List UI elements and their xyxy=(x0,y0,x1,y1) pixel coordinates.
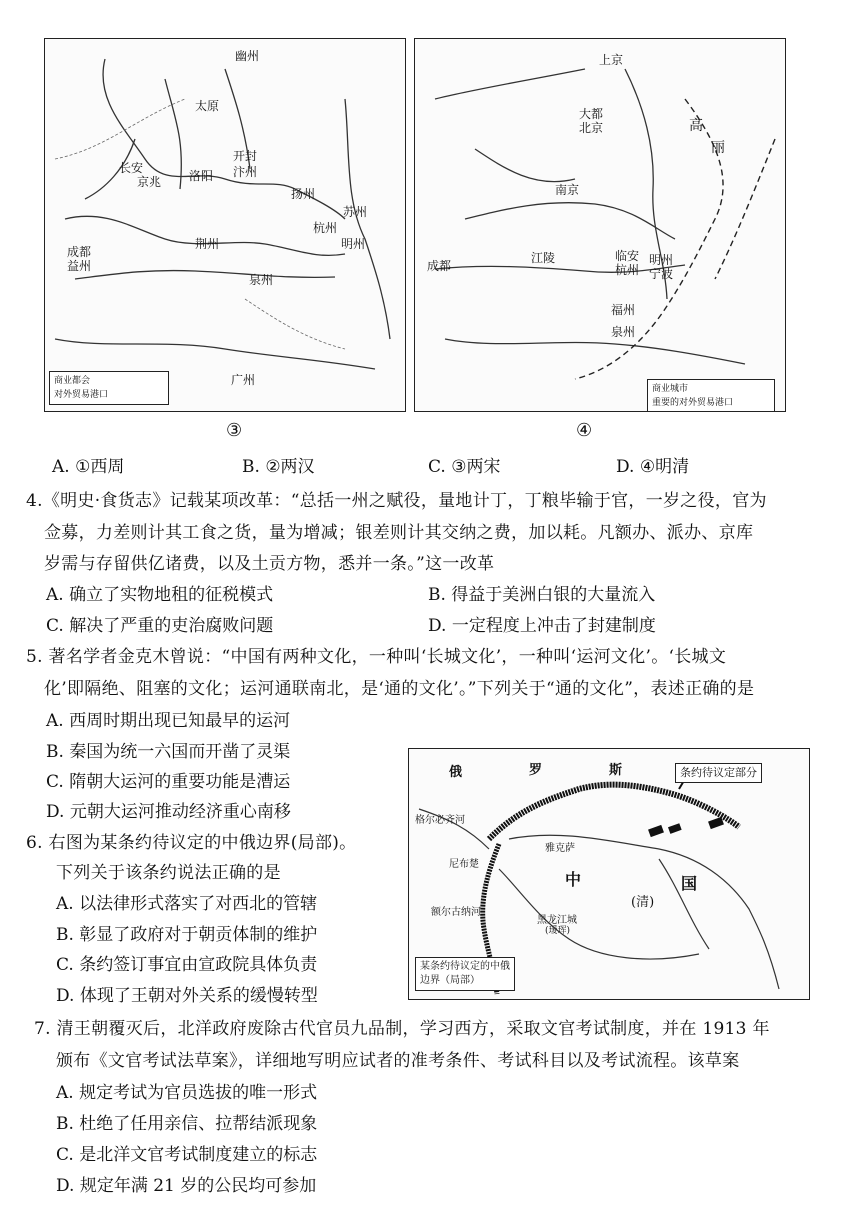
legend-item: 商业城市 xyxy=(652,384,689,394)
legend-line: 边界（局部） xyxy=(420,975,480,986)
option-text: ③两宋 xyxy=(451,457,501,477)
q4-option-d[interactable]: D. 一定程度上冲击了封建制度 xyxy=(428,616,656,636)
map3-place: 京兆 xyxy=(137,175,162,189)
q7-option-c[interactable]: C. 是北洋文官考试制度建立的标志 xyxy=(56,1145,318,1165)
q6-option-c[interactable]: C. 条约签订事宜由宣政院具体负责 xyxy=(56,955,318,975)
map3-place: 明州 xyxy=(341,237,366,251)
treaty-map-place: 雅克萨 xyxy=(545,843,575,854)
map4-place: 丽 xyxy=(711,140,725,156)
q3-option-d[interactable] xyxy=(616,452,689,477)
q7-option-d[interactable]: D. 规定年满 21 岁的公民均可参加 xyxy=(56,1176,317,1196)
q5-option-a[interactable]: A. 西周时期出现已知最早的运河 xyxy=(46,711,291,731)
map3-number: ③ xyxy=(226,420,243,441)
q4-stem-line-3: 岁需与存留供亿诸费，以及土贡方物，悉并一条。”这一改革 xyxy=(44,554,495,574)
map4-place: 临安 xyxy=(615,249,640,263)
map4-place: 江陵 xyxy=(531,251,556,265)
treaty-map-top-label: 斯 xyxy=(609,763,623,778)
q7-stem-line-2: 颁布《文官考试法草案》，详细地写明应试者的准考条件、考试科目以及考试流程。该草案 xyxy=(56,1051,740,1071)
q5-stem-line-1: 5. 著名学者金克木曾说：“中国有两种文化，一种叫‘长城文化’，一种叫‘运河文化’。‘长城文 xyxy=(26,647,727,667)
treaty-map-legend xyxy=(415,957,515,991)
q7-option-a[interactable]: A. 规定考试为官员选拔的唯一形式 xyxy=(56,1083,318,1103)
option-letter: D. xyxy=(616,457,635,477)
map-4-drawing xyxy=(415,39,785,411)
map3-place: 太原 xyxy=(195,99,220,113)
map3-place: 幽州 xyxy=(235,49,260,63)
map4-place: 南京 xyxy=(555,183,580,197)
option-letter: A. xyxy=(52,457,70,477)
map3-place: 汴州 xyxy=(233,165,258,179)
treaty-map-place: 格尔必齐河 xyxy=(415,815,465,826)
treaty-map-top-label: 罗 xyxy=(529,763,543,778)
map4-number: ④ xyxy=(576,420,593,441)
q3-option-a[interactable] xyxy=(52,452,124,477)
map3-place: 广州 xyxy=(231,373,256,387)
q4-option-a[interactable]: A. 确立了实物地租的征税模式 xyxy=(46,585,274,605)
map3-place: 苏州 xyxy=(343,205,368,219)
map4-legend xyxy=(647,379,775,412)
q4-option-c[interactable]: C. 解决了严重的吏治腐败问题 xyxy=(46,616,274,636)
q7-stem-line-1: 7. 清王朝覆灭后，北洋政府废除古代官员九品制，学习西方，采取文官考试制度，并在 1913 年 xyxy=(34,1019,770,1039)
treaty-map-center-label: 中 xyxy=(565,870,582,889)
map3-place: 开封 xyxy=(233,149,258,163)
map3-place: 荆州 xyxy=(195,237,220,251)
option-text: ④明清 xyxy=(639,457,690,477)
q6-option-b[interactable]: B. 彰显了政府对于朝贡体制的维护 xyxy=(56,925,318,945)
option-text: ②两汉 xyxy=(265,457,315,477)
treaty-map-place: 额尔古纳河 xyxy=(431,907,481,918)
map3-place: 成都 xyxy=(67,245,92,259)
map3-legend xyxy=(49,371,169,405)
legend-line: 某条约待议定的中俄 xyxy=(420,961,510,972)
map-3 xyxy=(44,38,406,412)
q6-stem-line-1: 6. 右图为某条约待议定的中俄边界(局部)。 xyxy=(26,833,357,853)
treaty-map-place: 尼布楚 xyxy=(449,859,479,870)
map4-place: 宁波 xyxy=(649,267,674,281)
map4-place: 高 xyxy=(689,118,703,134)
map4-place: 福州 xyxy=(611,303,636,317)
q4-stem-line-2: 佥募，力差则计其工食之货，量为增减；银差则计其交纳之费，加以耗。凡额办、派办、京库 xyxy=(44,523,754,543)
map3-place: 洛阳 xyxy=(189,169,214,183)
option-letter: B. xyxy=(242,457,260,477)
map3-place: 扬州 xyxy=(291,187,316,201)
map4-place: 北京 xyxy=(579,121,604,135)
option-text: ①西周 xyxy=(75,457,125,477)
q7-option-b[interactable]: B. 杜绝了任用亲信、拉帮结派现象 xyxy=(56,1114,318,1134)
option-letter: C. xyxy=(428,457,446,477)
q6-option-d[interactable]: D. 体现了王朝对外关系的缓慢转型 xyxy=(56,986,318,1006)
map4-place: 泉州 xyxy=(611,325,636,339)
treaty-border-map xyxy=(408,748,810,1000)
map4-place: 杭州 xyxy=(615,263,640,277)
q6-stem-line-2: 下列关于该条约说法正确的是 xyxy=(56,863,281,883)
map4-place: 明州 xyxy=(649,253,674,267)
q5-option-b[interactable]: B. 秦国为统一六国而开凿了灵渠 xyxy=(46,742,291,762)
treaty-map-callout: 条约待议定部分 xyxy=(675,763,762,783)
legend-item: 对外贸易港口 xyxy=(54,390,109,400)
treaty-map-center-label: 国 xyxy=(681,874,698,893)
map-3-drawing xyxy=(45,39,405,411)
treaty-map-place: (瑷珲) xyxy=(545,926,571,936)
map4-place: 成都 xyxy=(427,259,452,273)
q5-stem-line-2: 化’即隔绝、阻塞的文化；运河通联南北，是‘通的文化’。”下列关于“通的文化”，表述正确的是 xyxy=(44,679,755,699)
treaty-map-center-label: (清) xyxy=(631,895,655,910)
map-4 xyxy=(414,38,786,412)
q5-option-d[interactable]: D. 元朝大运河推动经济重心南移 xyxy=(46,802,291,822)
legend-item: 商业都会 xyxy=(54,376,91,386)
treaty-map-place: 黑龙江城 xyxy=(537,915,577,926)
map4-place: 大都 xyxy=(579,107,604,121)
map3-place: 益州 xyxy=(67,259,92,273)
map4-place: 上京 xyxy=(599,53,624,67)
q3-option-b[interactable] xyxy=(242,452,315,477)
q3-option-c[interactable] xyxy=(428,452,500,477)
q4-stem-line-1: 4.《明史·食货志》记载某项改革：“总括一州之赋役，量地计丁，丁粮毕输于官，一岁之役，官为 xyxy=(26,491,767,511)
q5-option-c[interactable]: C. 隋朝大运河的重要功能是漕运 xyxy=(46,772,291,792)
treaty-map-top-label: 俄 xyxy=(449,765,463,780)
legend-item: 重要的对外贸易港口 xyxy=(652,398,734,408)
map3-place: 长安 xyxy=(119,161,144,175)
q4-option-b[interactable]: B. 得益于美洲白银的大量流入 xyxy=(428,585,656,605)
q6-option-a[interactable]: A. 以法律形式落实了对西北的管辖 xyxy=(56,894,318,914)
map3-place: 泉州 xyxy=(249,273,274,287)
map3-place: 杭州 xyxy=(313,221,338,235)
